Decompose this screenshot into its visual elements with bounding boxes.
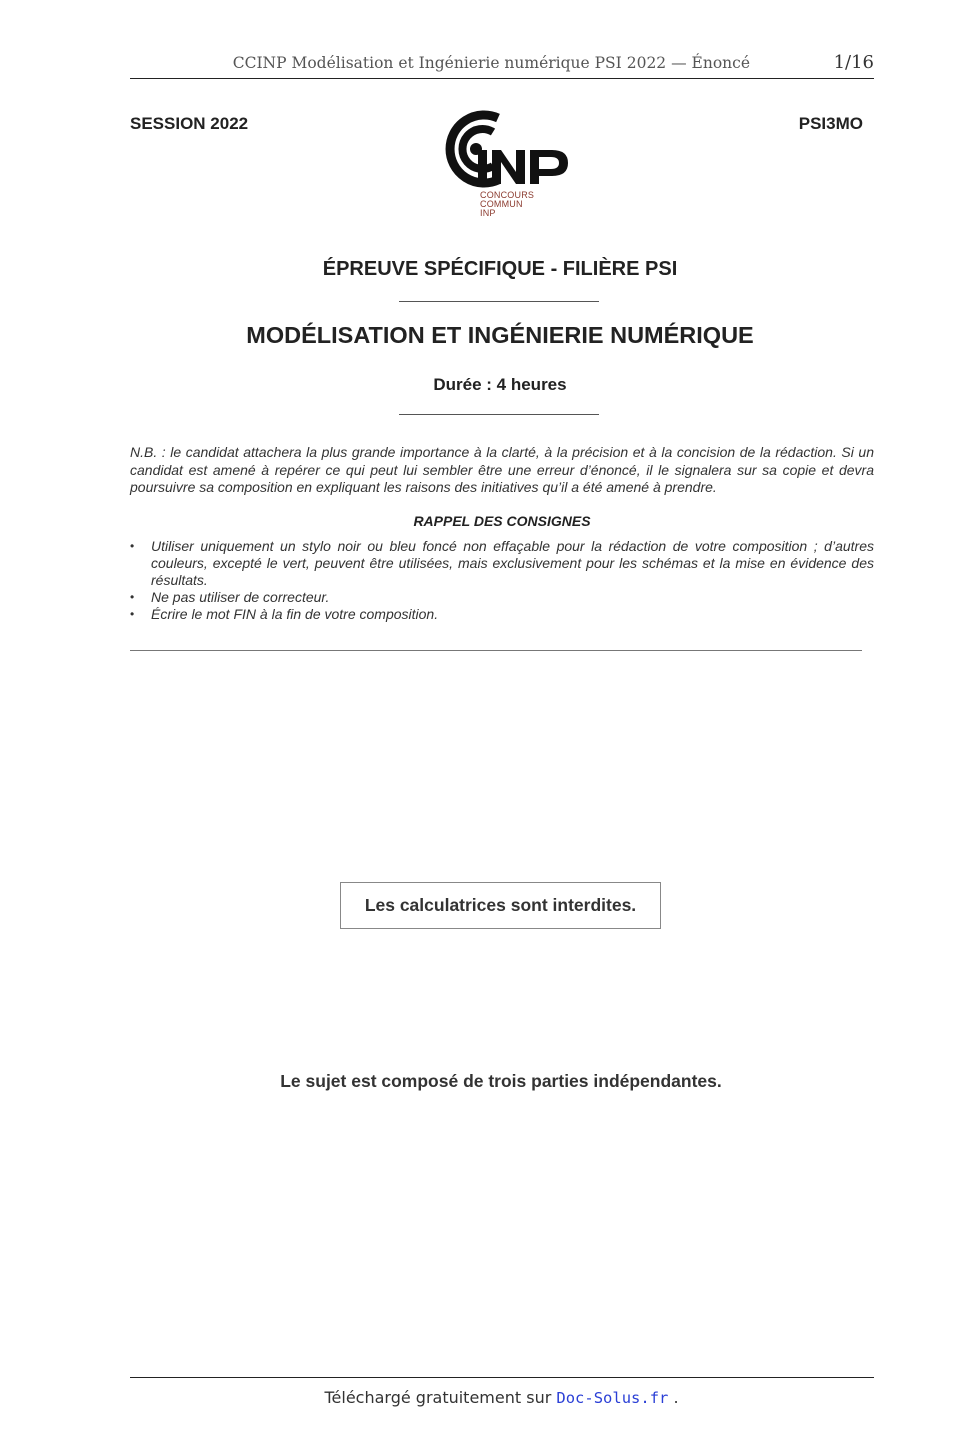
footer-suffix: . bbox=[668, 1388, 679, 1407]
consigne-text: Utiliser uniquement un stylo noir ou bleu foncé non effaçable pour la rédaction de votre composition ; d’autres couleurs, excepté le vert, peuvent être utilisées, mais exclusivement pour les schémas et la mise en évidence des résultats. bbox=[151, 538, 874, 588]
logo-line: COMMUN bbox=[480, 199, 523, 209]
doc-solus-link[interactable]: Doc-Solus.fr bbox=[556, 1389, 669, 1407]
footer-prefix: Téléchargé gratuitement sur bbox=[324, 1388, 557, 1407]
consigne-text: Écrire le mot FIN à la fin de votre composition. bbox=[151, 606, 439, 622]
list-item bbox=[130, 606, 874, 623]
page-number: 1/16 bbox=[833, 52, 874, 73]
list-item bbox=[130, 589, 874, 606]
calculator-notice bbox=[340, 882, 661, 929]
bullet-icon: • bbox=[130, 539, 135, 553]
main-title: MODÉLISATION ET INGÉNIERIE NUMÉRIQUE bbox=[246, 322, 754, 348]
rappel-heading: RAPPEL DES CONSIGNES bbox=[413, 513, 591, 529]
exam-code: PSI3MO bbox=[798, 114, 863, 133]
bullet-icon: • bbox=[130, 590, 135, 604]
duration: Durée : 4 heures bbox=[433, 375, 567, 394]
bullet-icon: • bbox=[130, 607, 135, 621]
logo-caption bbox=[480, 191, 534, 218]
divider bbox=[399, 414, 599, 415]
nb-paragraph: N.B. : le candidat attachera la plus grande importance à la clarté, à la précision et à la concision de la rédaction. Si un candidat est amené à repérer ce qui peut lui sembler être une erreur d’énoncé, il le signalera sur sa copie et devra poursuivre sa composition en expliquant les raisons des initiatives qu’il a été amené à prendre. bbox=[130, 444, 874, 495]
header-title: CCINP Modélisation et Ingénierie numérique PSI 2022 — Énoncé bbox=[232, 54, 750, 72]
section-divider bbox=[130, 650, 862, 651]
subject-note: Le sujet est composé de trois parties indépendantes. bbox=[280, 1071, 722, 1091]
logo-line: CONCOURS bbox=[480, 190, 535, 200]
list-item bbox=[130, 538, 874, 589]
running-header bbox=[130, 52, 874, 79]
footer bbox=[0, 1388, 980, 1407]
calculator-notice-text: Les calculatrices sont interdites. bbox=[364, 895, 637, 915]
consigne-text: Ne pas utiliser de correcteur. bbox=[151, 589, 330, 605]
footer-divider bbox=[130, 1377, 874, 1378]
logo-line: INP bbox=[480, 208, 496, 218]
consignes-list bbox=[130, 538, 874, 623]
divider bbox=[399, 301, 599, 302]
session-label: SESSION 2022 bbox=[130, 114, 249, 133]
epreuve-heading: ÉPREUVE SPÉCIFIQUE - FILIÈRE PSI bbox=[322, 258, 678, 280]
